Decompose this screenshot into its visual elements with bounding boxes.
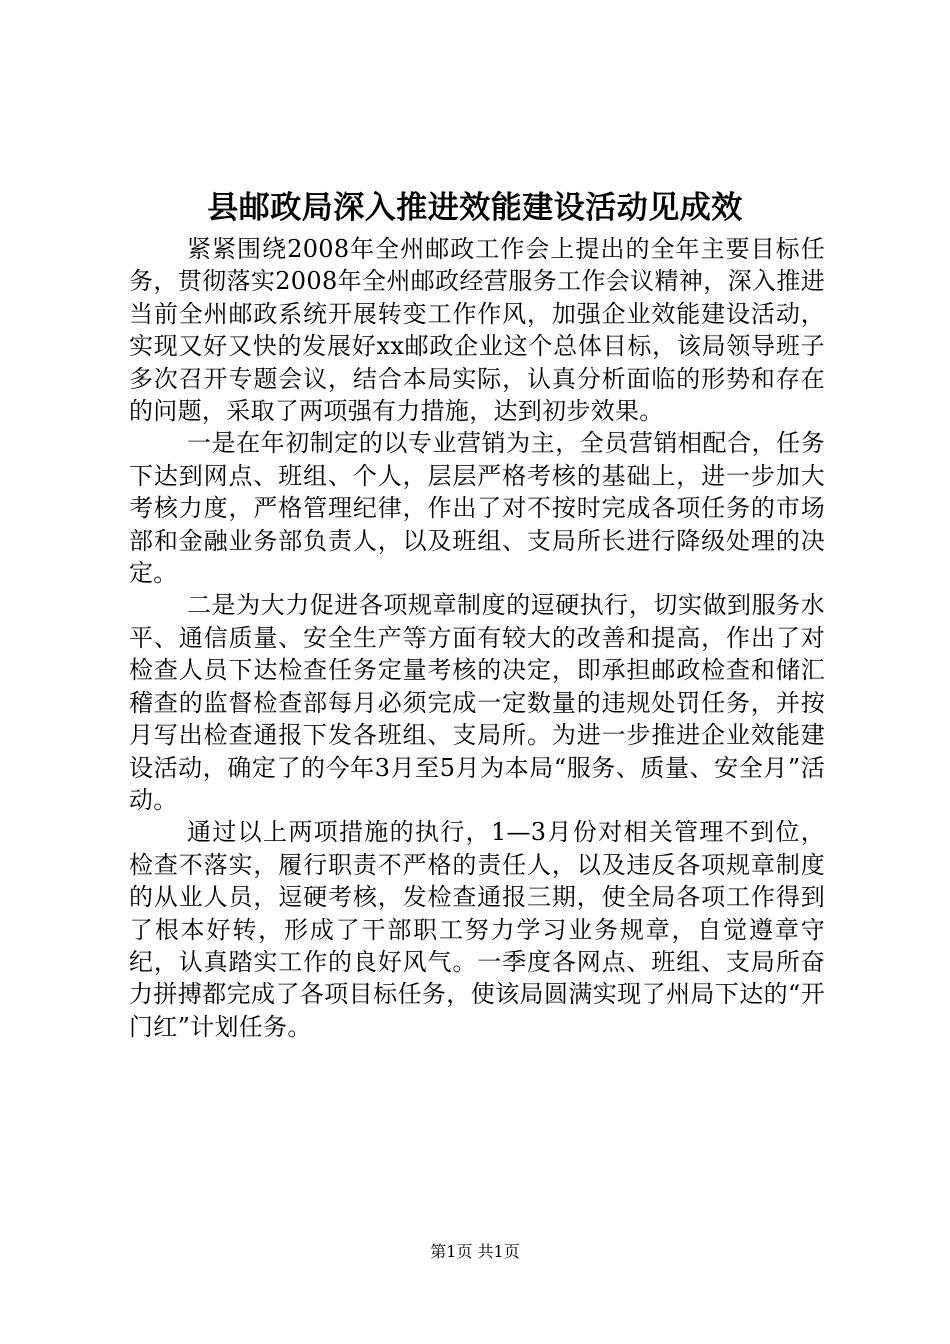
page-number-footer: 第1页 共1页 bbox=[430, 1242, 520, 1261]
paragraph-results: 通过以上两项措施的执行，1—3月份对相关管理不到位，检查不落实，履行职责不严格的责任人，以及违反各项规章制度的从业人员，逗硬考核，发检查通报三期，使全局各项工作得到了根本好转，形成了干部职工努力学习业务规章，自觉遵章守纪，认真踏实工作的良好风气。一季度各网点、班组、支局所奋力拼搏都完成了各项目标任务，使该局圆满实现了州局下达的“开门红”计划任务。 bbox=[129, 818, 825, 1041]
document-title: 县邮政局深入推进效能建设活动见成效 bbox=[207, 190, 743, 226]
paragraph-measure-two: 二是为大力促进各项规章制度的逗硬执行，切实做到服务水平、通信质量、安全生产等方面有较大的改善和提高，作出了对检查人员下达检查任务定量考核的决定，即承担邮政检查和储汇稽查的监督检查部每月必须完成一定数量的违规处罚任务，并按月写出检查通报下发各班组、支局所。为进一步推进企业效能建设活动，确定了的今年3月至5月为本局“服务、质量、安全月”活动。 bbox=[129, 591, 825, 814]
paragraph-intro: 紧紧围绕2008年全州邮政工作会上提出的全年主要目标任务，贯彻落实2008年全州邮政经营服务工作会议精神，深入推进当前全州邮政系统开展转变工作作风，加强企业效能建设活动，实现又好又快的发展好xx邮政企业这个总体目标，该局领导班子多次召开专题会议，结合本局实际，认真分析面临的形势和存在的问题，采取了两项强有力措施，达到初步效果。 bbox=[129, 235, 825, 426]
paragraph-measure-one: 一是在年初制定的以专业营销为主，全员营销相配合，任务下达到网点、班组、个人，层层严格考核的基础上，进一步加大考核力度，严格管理纪律，作出了对不按时完成各项任务的市场部和金融业务部负责人，以及班组、支局所长进行降级处理的决定。 bbox=[129, 429, 825, 588]
document-body bbox=[129, 233, 825, 1043]
